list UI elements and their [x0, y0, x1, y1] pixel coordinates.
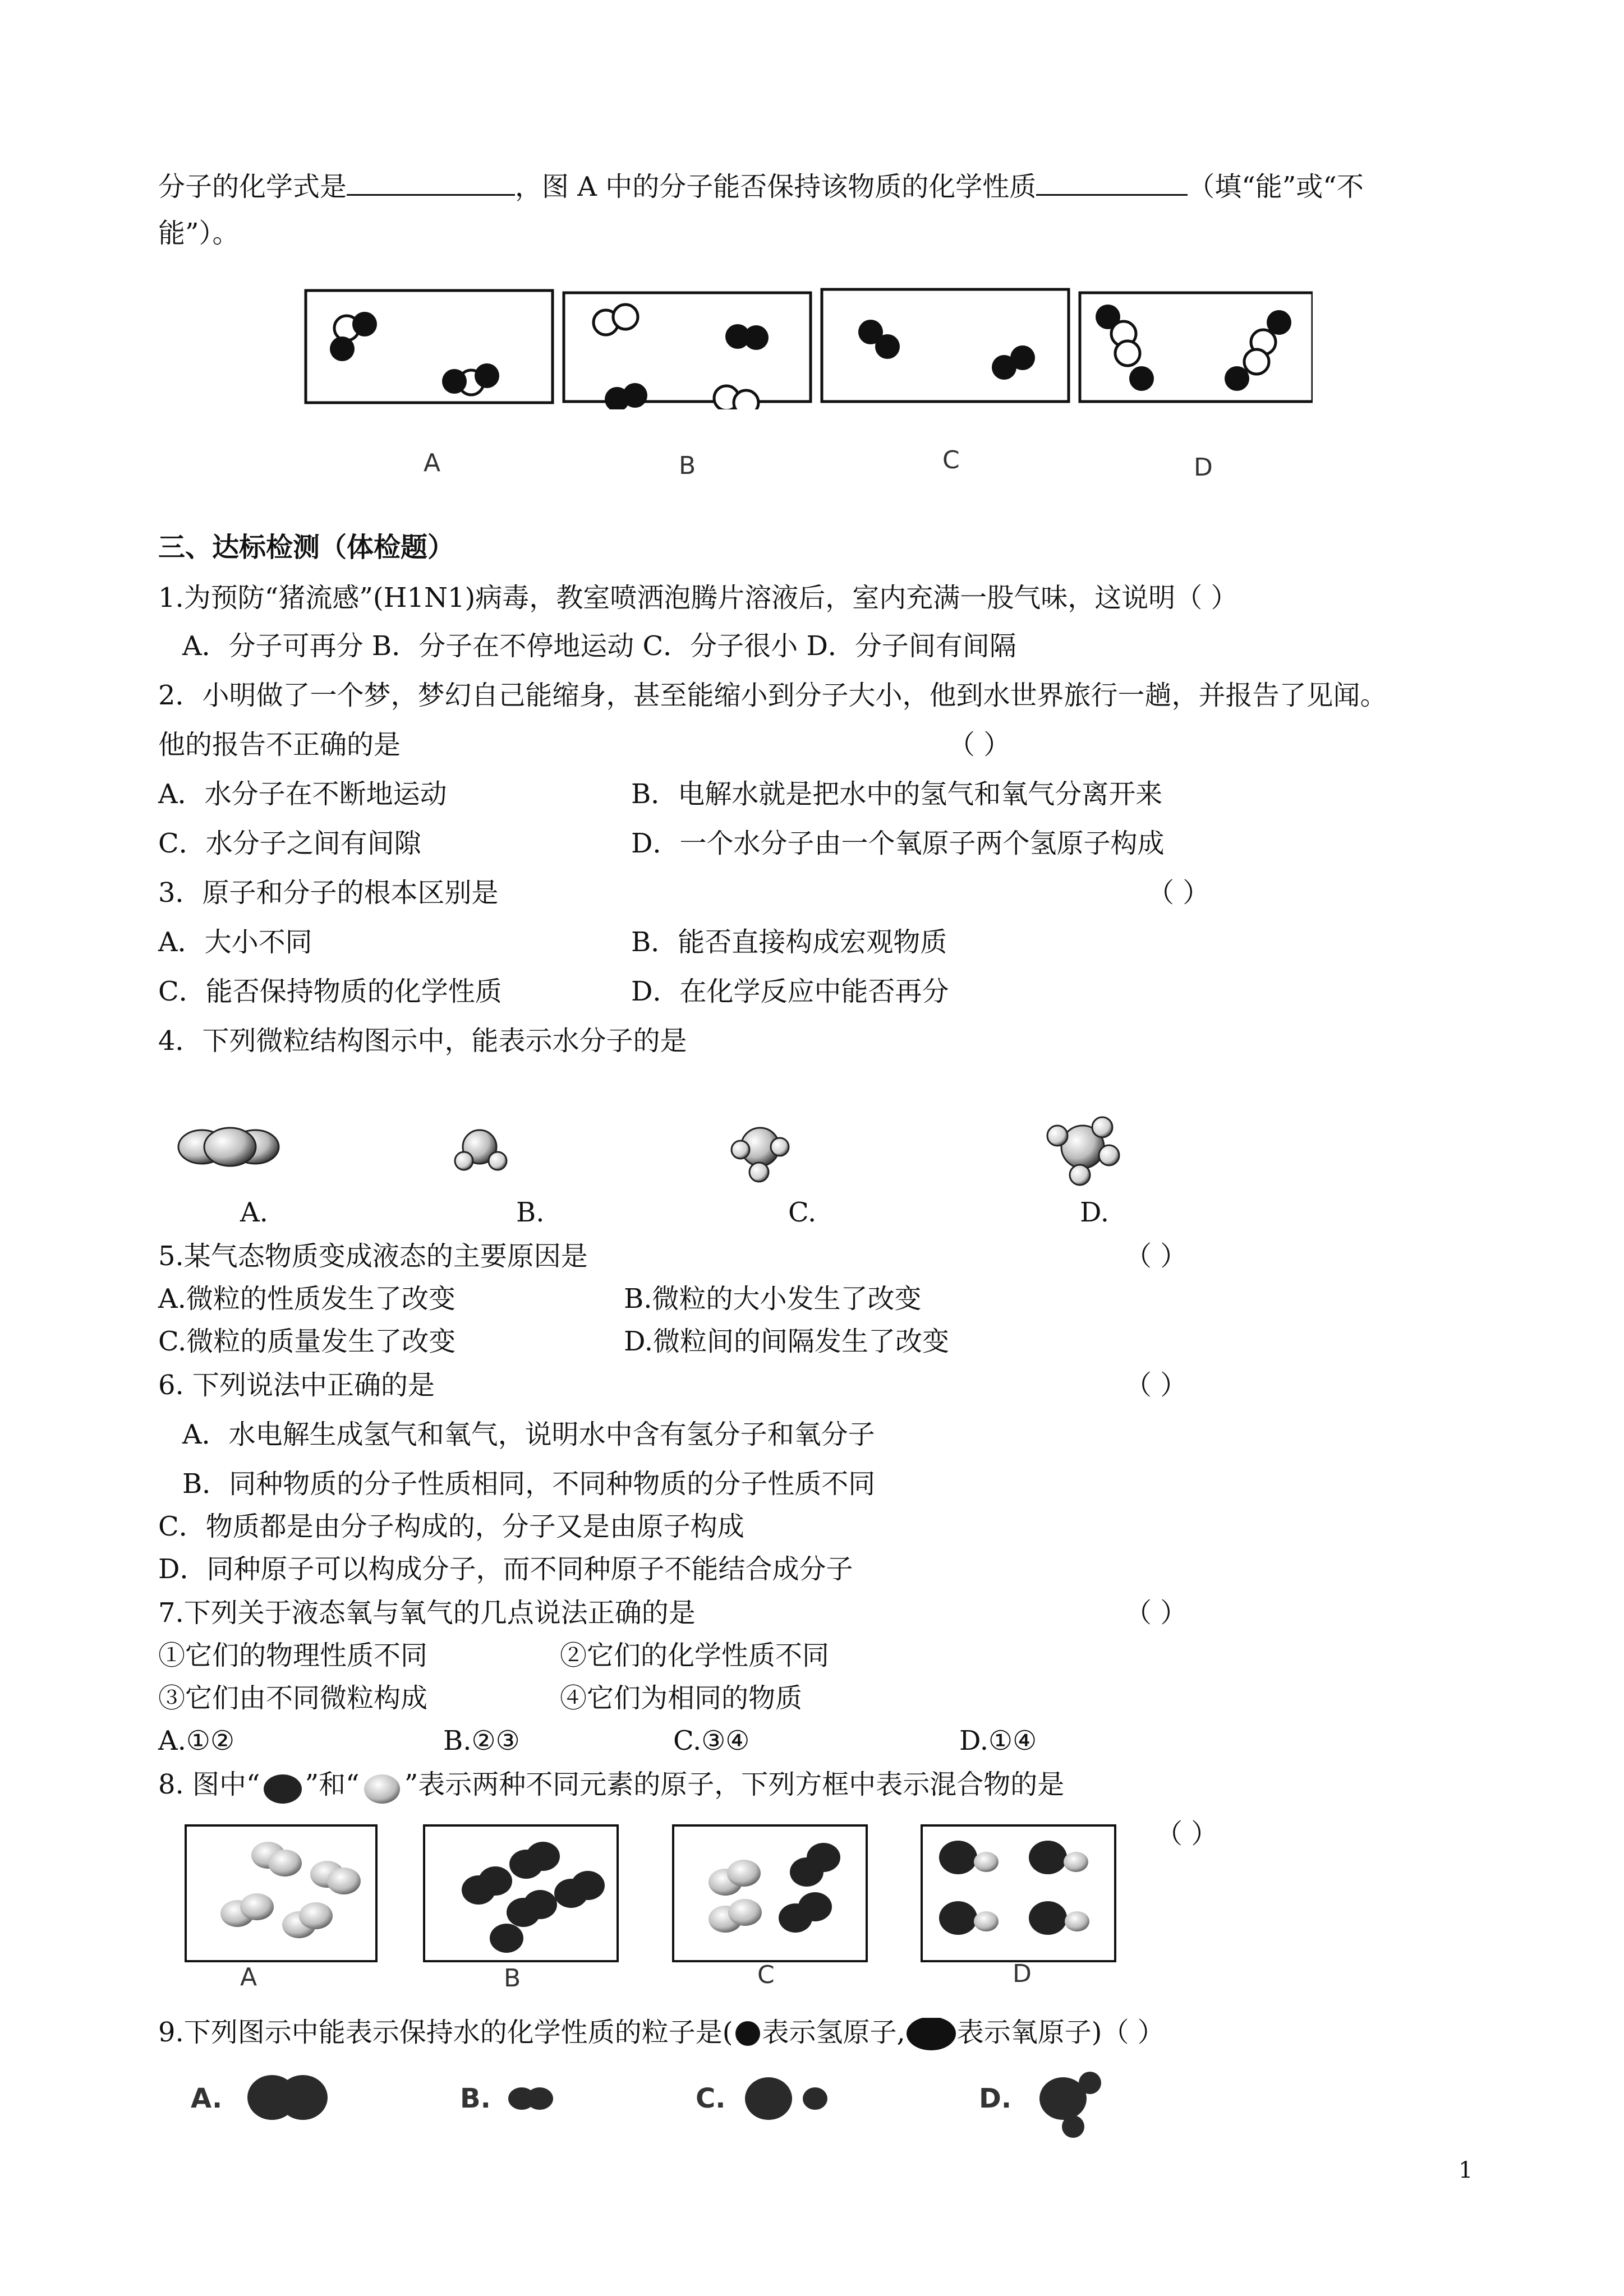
- q4-label-d[interactable]: D.: [1080, 1197, 1110, 1228]
- q8-stem: 8. 图中“ ”和“ ”表示两种不同元素的原子，下列方框中表示混合物的是: [158, 1768, 1064, 1804]
- q4-molecule-models: [177, 1116, 1175, 1195]
- q3-stem: 3．原子和分子的根本区别是: [158, 877, 499, 909]
- q5-answer-paren[interactable]: （ ）: [1125, 1241, 1188, 1272]
- q8-boxes-figure: [184, 1823, 1138, 1968]
- q7-option-d[interactable]: D.①④: [959, 1725, 1037, 1756]
- q6-option-c[interactable]: C．物质都是由分子构成的，分子又是由原子构成: [158, 1511, 744, 1542]
- q7-statement-1: ①它们的物理性质不同: [158, 1640, 428, 1671]
- q5-option-c[interactable]: C.微粒的质量发生了改变: [158, 1326, 456, 1357]
- q4-label-a[interactable]: A.: [240, 1197, 268, 1228]
- q2-option-a[interactable]: A．水分子在不断地运动: [158, 778, 447, 810]
- q2-answer-paren[interactable]: （ ）: [948, 729, 1011, 760]
- q8-box-d-molecules: [939, 1841, 1089, 1935]
- q7-statement-4: ④它们为相同的物质: [560, 1682, 803, 1714]
- q8-label-a[interactable]: A: [240, 1963, 257, 1991]
- box-a-molecules: [330, 312, 499, 395]
- q3-answer-paren[interactable]: （ ）: [1147, 877, 1210, 909]
- box-d-molecules: [1096, 305, 1291, 391]
- q4-model-c: [732, 1128, 789, 1182]
- q4-model-a: [178, 1128, 279, 1166]
- q2-stem-line1: 2．小明做了一个梦，梦幻自己能缩身，甚至能缩小到分子大小，他到水世界旅行一趟，并报告了见闻。: [158, 680, 1387, 711]
- figure-label-b: B: [679, 451, 696, 480]
- q4-label-b[interactable]: B.: [516, 1197, 545, 1228]
- q7-option-b[interactable]: B.②③: [443, 1725, 520, 1756]
- q6-option-d[interactable]: D．同种原子可以构成分子，而不同种原子不能结合成分子: [158, 1553, 853, 1585]
- q4-model-d: [1047, 1117, 1119, 1185]
- box-c-molecules: [858, 320, 1035, 380]
- dark-atom-icon: [260, 1770, 305, 1804]
- light-atom-icon: [360, 1770, 404, 1804]
- q8-label-c[interactable]: C: [757, 1961, 775, 1989]
- q8-box-b-molecules: [462, 1842, 605, 1953]
- q6-option-b[interactable]: B．同种物质的分子性质相同，不同种物质的分子性质不同: [182, 1468, 876, 1500]
- prev-question-line2: 能”）。: [158, 218, 240, 249]
- molecule-boxes-figure: [303, 286, 1313, 409]
- q7-option-c[interactable]: C.③④: [673, 1725, 750, 1756]
- answer-blank-property[interactable]: [1036, 168, 1188, 196]
- q4-label-c[interactable]: C.: [788, 1197, 817, 1228]
- q2-option-d[interactable]: D．一个水分子由一个氧原子两个氢原子构成: [631, 828, 1165, 859]
- q8-label-d[interactable]: D: [1013, 1960, 1032, 1988]
- q3-option-d[interactable]: D．在化学反应中能否再分: [631, 976, 949, 1007]
- q8-answer-paren[interactable]: （ ）: [1156, 1818, 1218, 1850]
- q2-stem-line2: 他的报告不正确的是: [158, 729, 401, 760]
- q7-stem: 7.下列关于液态氧与氧气的几点说法正确的是: [158, 1597, 696, 1629]
- q3-option-c[interactable]: C．能否保持物质的化学性质: [158, 976, 502, 1007]
- q5-option-a[interactable]: A.微粒的性质发生了改变: [158, 1283, 456, 1315]
- q2-option-c[interactable]: C．水分子之间有间隙: [158, 828, 421, 859]
- q2-option-b[interactable]: B．电解水就是把水中的氢气和氧气分离开来: [631, 778, 1163, 810]
- q9-label-b[interactable]: B.: [460, 2083, 491, 2114]
- q8-box-a-molecules: [220, 1842, 361, 1938]
- q8-label-b[interactable]: B: [504, 1964, 521, 1993]
- prev-question-line1: 分子的化学式是 ，图 A 中的分子能否保持该物质的化学性质 （填“能”或“不: [158, 168, 1364, 204]
- q9-label-a[interactable]: A.: [191, 2083, 223, 2114]
- q9-a-atom-2: [278, 2075, 328, 2120]
- figure-label-c: C: [942, 446, 960, 474]
- q7-answer-paren[interactable]: （ ）: [1125, 1597, 1188, 1629]
- q1-options[interactable]: A．分子可再分 B．分子在不停地运动 C．分子很小 D．分子间有间隔: [182, 630, 1016, 662]
- q9-label-d[interactable]: D.: [979, 2083, 1012, 2114]
- q9-stem: 9.下列图示中能表示保持水的化学性质的粒子是( 表示氢原子, 表示氧原子)（ ）: [158, 2016, 1165, 2051]
- q4-model-b: [455, 1130, 507, 1170]
- q5-stem: 5.某气态物质变成液态的主要原因是: [158, 1241, 588, 1272]
- hydrogen-atom-icon: [733, 2018, 762, 2051]
- q3-option-a[interactable]: A．大小不同: [158, 926, 312, 958]
- q4-stem: 4．下列微粒结构图示中，能表示水分子的是: [158, 1025, 687, 1057]
- figure-label-d: D: [1194, 453, 1213, 482]
- q7-statement-2: ②它们的化学性质不同: [560, 1640, 830, 1671]
- q3-option-b[interactable]: B．能否直接构成宏观物质: [631, 926, 947, 958]
- q5-option-d[interactable]: D.微粒间的间隔发生了改变: [624, 1326, 950, 1357]
- q9-label-c[interactable]: C.: [696, 2083, 726, 2114]
- q8-box-c-molecules: [709, 1843, 840, 1933]
- q1-stem: 1.为预防“猪流感”(H1N1)病毒，教室喷洒泡腾片溶液后，室内充满一股气味，这说明（ ）: [158, 582, 1238, 614]
- figure-label-a: A: [424, 449, 441, 477]
- box-b-molecules: [594, 305, 769, 409]
- q6-stem: 6. 下列说法中正确的是: [158, 1370, 435, 1401]
- q5-option-b[interactable]: B.微粒的大小发生了改变: [624, 1283, 922, 1315]
- q6-option-a[interactable]: A．水电解生成氢气和氧气，说明水中含有氢分子和氧分子: [182, 1419, 875, 1450]
- q7-statement-3: ③它们由不同微粒构成: [158, 1682, 428, 1714]
- q7-option-a[interactable]: A.①②: [158, 1725, 234, 1756]
- page-number: 1: [1459, 2157, 1473, 2183]
- section-title: 三、达标检测（体检题）: [158, 532, 455, 563]
- answer-blank-formula[interactable]: [347, 168, 515, 196]
- oxygen-atom-icon: [905, 2018, 957, 2051]
- q6-answer-paren[interactable]: （ ）: [1125, 1370, 1188, 1401]
